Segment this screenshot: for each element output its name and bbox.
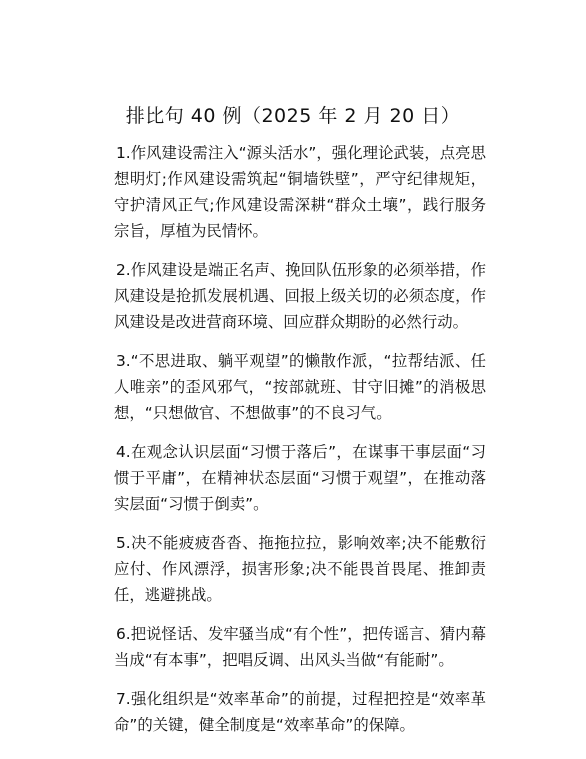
paragraph-6: 6.把说怪话、发牢骚当成“有个性”，把传谣言、猜内幕当成“有本事”，把唱反调、出风头当做“有能耐”。 [114, 625, 486, 669]
paragraph-4: 4.在观念认识层面“习惯于落后”，在谋事干事层面“习惯于平庸”，在精神状态层面“习惯于观望”，在推动落实层面“习惯于倒卖”。 [114, 443, 486, 513]
document-body [114, 140, 486, 751]
paragraph-5: 5.决不能疲疲沓沓、拖拖拉拉，影响效率;决不能敷衍应付、作风漂浮，损害形象;决不能畏首畏尾、推卸责任，逃避挑战。 [114, 534, 486, 604]
paragraph-1: 1.作风建设需注入“源头活水”，强化理论武装，点亮思想明灯;作风建设需筑起“铜墙铁壁”，严守纪律规矩，守护清风正气;作风建设需深耕“群众土壤”，践行服务宗旨，厚植为民情怀。 [114, 144, 486, 240]
document-title: 排比句 40 例（2025 年 2 月 20 日） [125, 105, 461, 127]
paragraph-2: 2.作风建设是端正名声、挽回队伍形象的必须举措，作风建设是抢抓发展机遇、回报上级关切的必须态度，作风建设是改进营商环境、回应群众期盼的必然行动。 [114, 261, 486, 331]
paragraph-3: 3.“不思进取、躺平观望”的懒散作派，“拉帮结派、任人唯亲”的歪风邪气，“按部就班、甘守旧摊”的消极思想，“只想做官、不想做事”的不良习气。 [114, 352, 486, 422]
paragraph-7: 7.强化组织是“效率革命”的前提，过程把控是“效率革命”的关键，健全制度是“效率革命”的保障。 [114, 690, 486, 734]
